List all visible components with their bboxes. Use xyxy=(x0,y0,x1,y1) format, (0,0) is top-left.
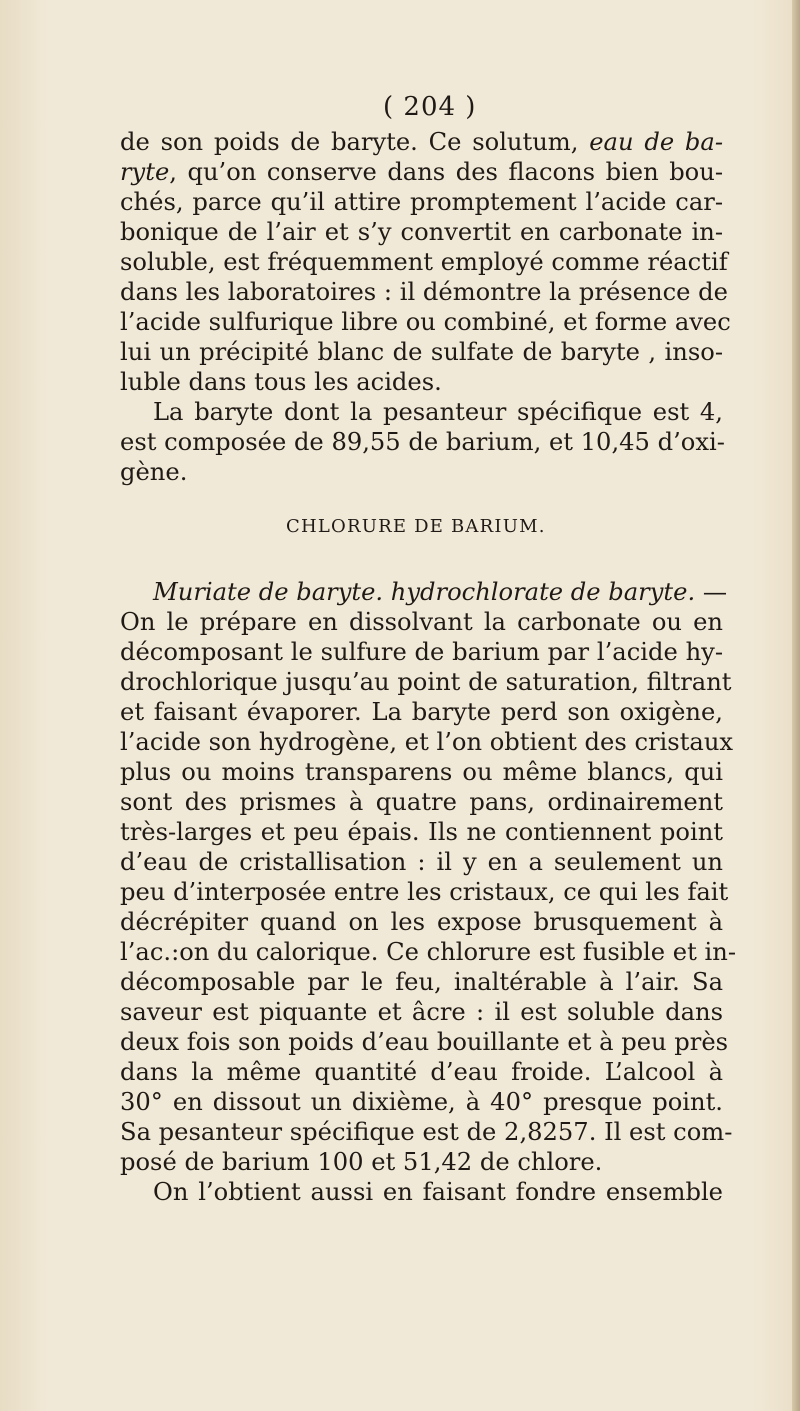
text-line-14: On le prépare en dissolvant la carbonate ou en xyxy=(120,608,723,636)
text-line-32: posé de barium 100 et 51,42 de chlore. xyxy=(120,1148,603,1176)
text-line-25: l’ac.:on du calorique. Ce chlorure est fusible et in- xyxy=(120,938,737,966)
text-line-26: décomposable par le feu, inaltérable à l’air. Sa xyxy=(120,968,723,996)
text-line-21: très-larges et peu épais. Ils ne contiennent point xyxy=(120,818,723,846)
text-line-30: 30° en dissout un dixième, à 40° presque point. xyxy=(120,1088,723,1116)
text-line-2: ryte, qu’on conserve dans des flacons bien bou- xyxy=(120,158,723,186)
page-edge xyxy=(792,0,800,1411)
page-number: ( 204 ) xyxy=(383,92,477,122)
text-line-29: dans la même quantité d’eau froide. L’alcool à xyxy=(120,1058,723,1086)
text-line-33: On l’obtient aussi en faisant fondre ensemble xyxy=(153,1178,723,1206)
text-line-24: décrépiter quand on les expose brusquement à xyxy=(120,908,723,936)
text-line-18: l’acide son hydrogène, et l’on obtient des cristaux xyxy=(120,728,734,756)
text-line-3: chés, parce qu’il attire promptement l’acide car- xyxy=(120,188,723,216)
text-line-31: Sa pesanteur spécifique est de 2,8257. Il est com- xyxy=(120,1118,733,1146)
text-line-16: drochlorique jusqu’au point de saturation, filtrant xyxy=(120,668,732,696)
text-line-28: deux fois son poids d’eau bouillante et à peu près xyxy=(120,1028,729,1056)
text-line-23: peu d’interposée entre les cristaux, ce qui les fait xyxy=(120,878,729,906)
section-heading: CHLORURE DE BARIUM. xyxy=(286,516,546,537)
text-line-9: luble dans tous les acides. xyxy=(120,368,442,396)
text-line-20: sont des prismes à quatre pans, ordinairement xyxy=(120,788,723,816)
text-line-27: saveur est piquante et âcre : il est soluble dans xyxy=(120,998,723,1026)
text-line-11: est composée de 89,55 de barium, et 10,45 d’oxi- xyxy=(120,428,725,456)
text-line-12: gène. xyxy=(120,458,188,486)
text-line-13: Muriate de baryte. hydrochlorate de baryte. — xyxy=(153,578,728,606)
text-line-19: plus ou moins transparens ou même blancs, qui xyxy=(120,758,723,786)
text-line-4: bonique de l’air et s’y convertit en carbonate in- xyxy=(120,218,723,246)
text-line-1: de son poids de baryte. Ce solutum, eau de ba- xyxy=(120,128,723,156)
text-line-7: l’acide sulfurique libre ou combiné, et forme avec xyxy=(120,308,731,336)
text-line-6: dans les laboratoires : il démontre la présence de xyxy=(120,278,728,306)
text-line-5: soluble, est fréquemment employé comme réactif xyxy=(120,248,728,276)
text-line-8: lui un précipité blanc de sulfate de baryte , inso- xyxy=(120,338,723,366)
text-line-10: La baryte dont la pesanteur spécifique est 4, xyxy=(153,398,723,426)
text-line-17: et faisant évaporer. La baryte perd son oxigène, xyxy=(120,698,723,726)
text-line-22: d’eau de cristallisation : il y en a seulement un xyxy=(120,848,723,876)
text-line-15: décomposant le sulfure de barium par l’acide hy- xyxy=(120,638,723,666)
